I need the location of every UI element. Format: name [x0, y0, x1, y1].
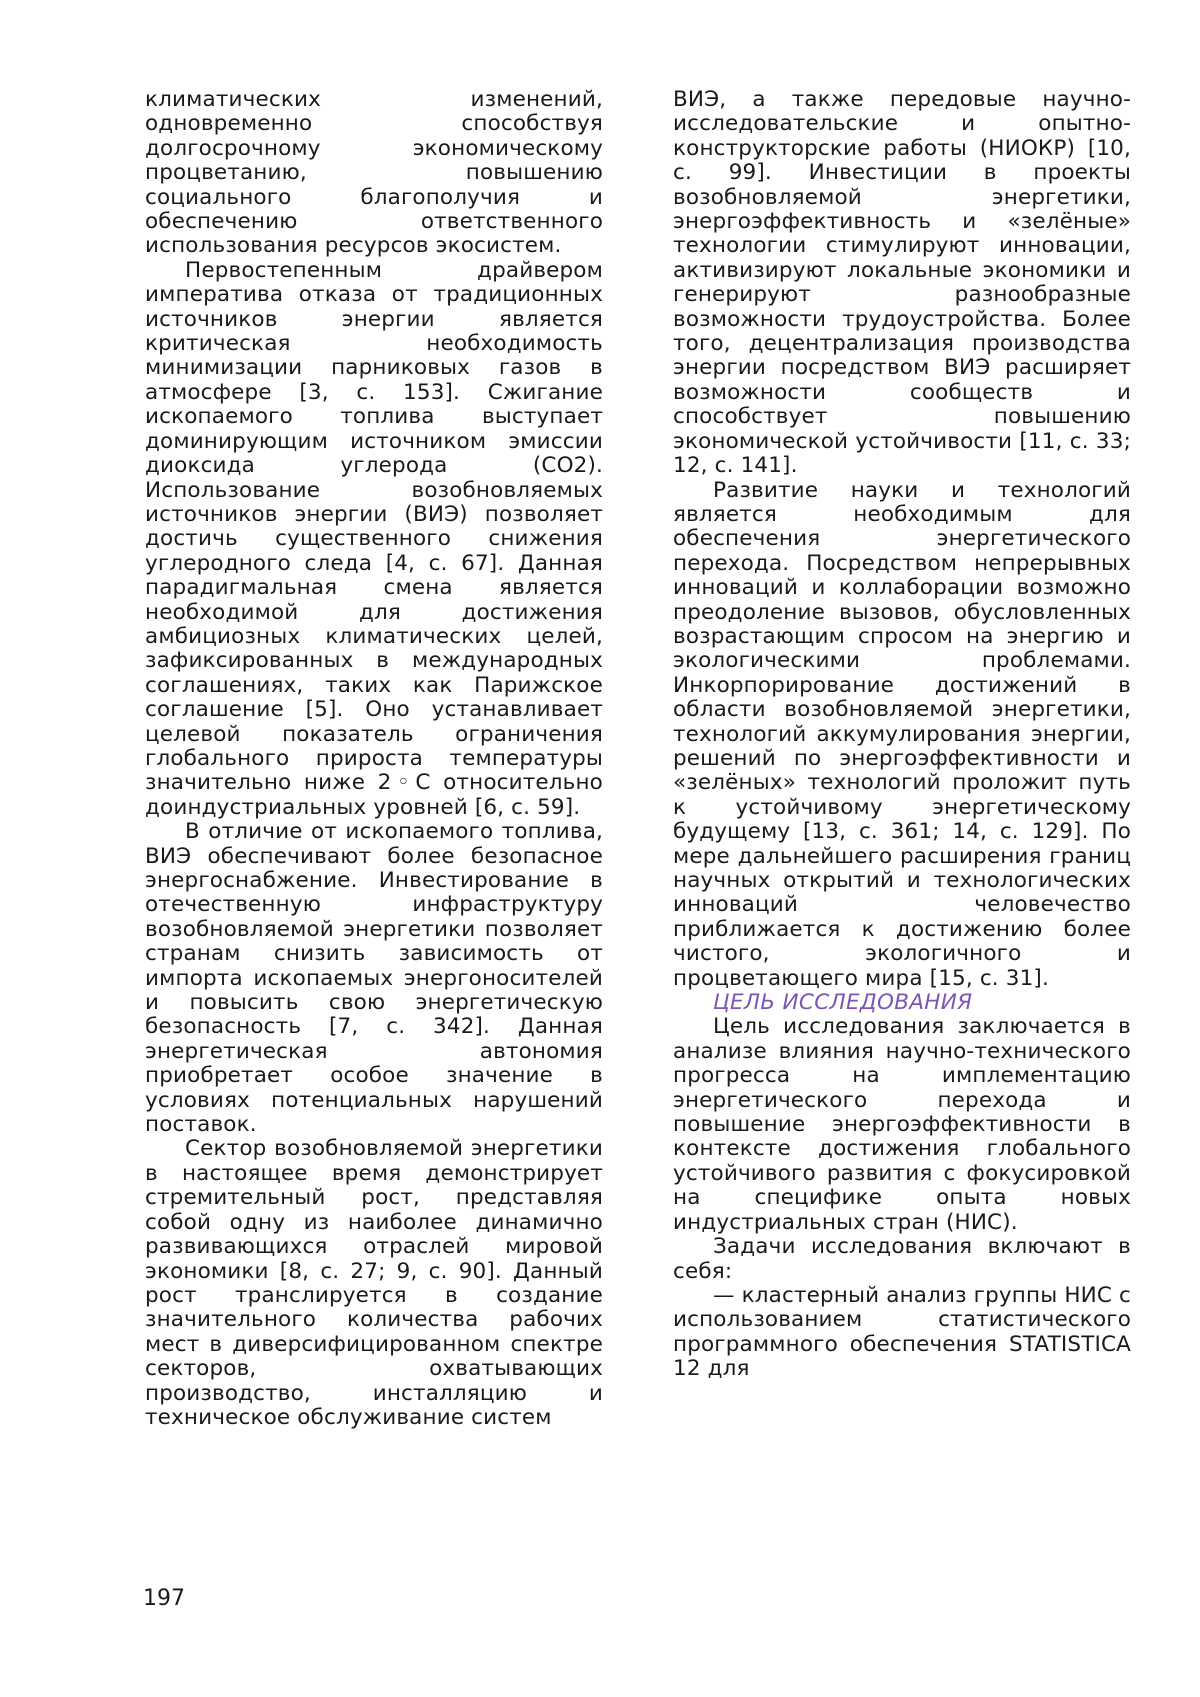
paragraph: ВИЭ, а также передовые научно-исследовательские и опытно-конструкторские работы (НИОКР) [10, с. 99]. Инвестиции в проекты возобновляемой энергетики, энергоэффективность и «зелёные» технологии стимулируют инновации, активизируют локальные экономики и генерируют разнообразные возможности трудоустройства. Более того, децентрализация производства энергии посредством ВИЭ расширяет возможности сообществ и способствует повышению экономической устойчивости [11, с. 33; 12, с. 141]. — [673, 87, 1131, 479]
section-heading: ЦЕЛЬ ИССЛЕДОВАНИЯ — [713, 990, 973, 1016]
paragraph: Сектор возобновляемой энергетики в настоящее время демонстрирует стремительный рост, представляя собой одну из наиболее динамично развивающихся отраслей мировой экономики [8, с. 27; 9, с. 90]. Данный рост транслируется в создание значительного количества рабочих мест в диверсифицированном спектре секторов, охватывающих производство, инсталляцию и техническое обслуживание систем — [145, 1136, 603, 1430]
paragraph: климатических изменений, одновременно способствуя долгосрочному экономическому процветанию, повышению социального благополучия и обеспечению ответственного использования ресурсов экосистем. — [145, 87, 603, 259]
left-text-column — [145, 88, 603, 1430]
list-item: — кластерный анализ группы НИС с использованием статистического программного обеспечения STATISTICA 12 для — [673, 1282, 1131, 1382]
paragraph: Цель исследования заключается в анализе влияния научно-технического прогресса на имплементацию энергетического перехода и повышение энергоэффективности в контексте достижения глобального устойчивого развития с фокусировкой на специфике опыта новых индустриальных стран (НИС). — [673, 1014, 1131, 1235]
page-number: 197 — [143, 1586, 185, 1611]
paragraph: Развитие науки и технологий является необходимым для обеспечения энергетического перехода. Посредством непрерывных инноваций и коллаборации возможно преодоление вызовов, обусловленных возрастающим спросом на энергию и экологическими проблемами. Инкорпорирование достижений в области возобновляемой энергетики, технологий аккумулирования энергии, решений по энергоэффективности и «зелёных» технологий проложит путь к устойчивому энергетическому будущему [13, с. 361; 14, с. 129]. По мере дальнейшего расширения границ научных открытий и технологических инноваций человечество приближается к достижению более чистого, экологичного и процветающего мира [15, с. 31]. — [673, 477, 1131, 991]
right-text-column — [673, 88, 1131, 1382]
paragraph: Первостепенным драйвером императива отказа от традиционных источников энергии является критическая необходимость минимизации парниковых газов в атмосфере [3, с. 153]. Сжигание ископаемого топлива выступает доминирующим источником эмиссии диоксида углерода (CO2). Использование возобновляемых источников энергии (ВИЭ) позволяет достичь существенного снижения углеродного следа [4, с. 67]. Данная парадигмальная смена является необходимой для достижения амбициозных климатических целей, зафиксированных в международных соглашениях, таких как Парижское соглашение [5]. Оно устанавливает целевой показатель ограничения глобального прироста температуры значительно ниже 2◦C относительно доиндустриальных уровней [6, с. 59]. — [145, 257, 603, 820]
paragraph: Задачи исследования включают в себя: — [673, 1234, 1131, 1284]
paragraph: В отличие от ископаемого топлива, ВИЭ обеспечивают более безопасное энергоснабжение. Инвестирование в отечественную инфраструктуру возобновляемой энергетики позволяет странам снизить зависимость от импорта ископаемых энергоносителей и повысить свою энергетическую безопасность [7, с. 342]. Данная энергетическая автономия приобретает особое значение в условиях потенциальных нарушений поставок. — [145, 819, 603, 1138]
